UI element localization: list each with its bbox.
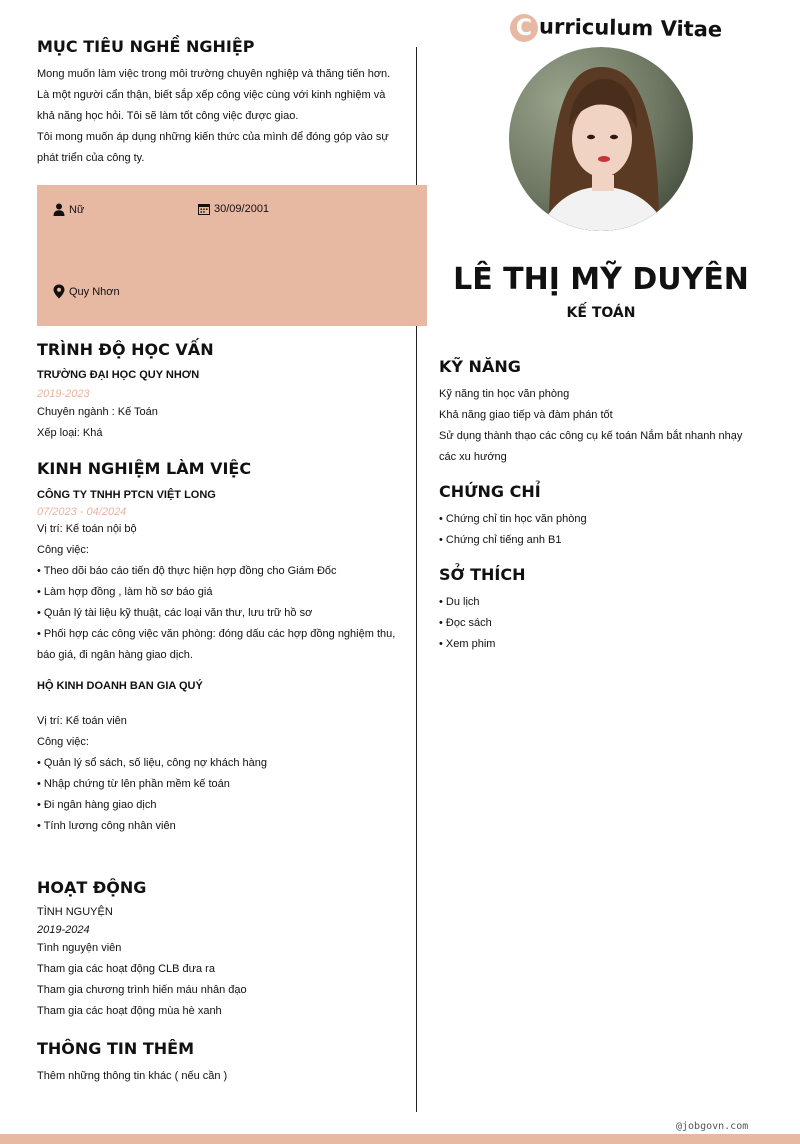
footer-bar <box>0 1134 800 1144</box>
education-section <box>37 340 407 444</box>
hobby-item: • Đọc sách <box>439 617 492 629</box>
skills-section <box>439 357 779 468</box>
objective-line: Là một người cẩn thận, biết sắp xếp công việc cùng với kinh nghiệm và <box>37 89 386 101</box>
objective-line: Mong muốn làm việc trong môi trường chuyên nghiệp và thăng tiến hơn. <box>37 68 391 80</box>
skill-line: các xu hướng <box>439 451 507 463</box>
job-tasks-label: Công việc: <box>37 544 89 556</box>
activities-org: TÌNH NGUYỆN <box>37 906 113 918</box>
column-divider-bottom <box>416 326 417 1112</box>
certificates-title: CHỨNG CHỈ <box>439 482 541 501</box>
certificates-section <box>439 482 779 551</box>
activity-line: Tham gia chương trình hiến máu nhân đạo <box>37 984 247 996</box>
education-major: Chuyên ngành : Kế Toán <box>37 406 158 418</box>
job-task: báo giá, đi ngân hàng giao dịch. <box>37 649 193 661</box>
objective-line: phát triển của công ty. <box>37 152 145 164</box>
activities-title: HOẠT ĐỘNG <box>37 878 147 897</box>
experience-title: KINH NGHIỆM LÀM VIỆC <box>37 459 252 478</box>
education-title: TRÌNH ĐỘ HỌC VẤN <box>37 340 214 359</box>
cv-heading <box>510 14 722 42</box>
job-task: • Đi ngân hàng giao dịch <box>37 799 157 811</box>
education-period: 2019-2023 <box>37 388 90 400</box>
location-value: Quy Nhơn <box>69 285 120 298</box>
personal-info-box <box>37 185 427 326</box>
skills-title: KỸ NĂNG <box>439 357 521 376</box>
activities-period: 2019-2024 <box>37 924 90 936</box>
gender-value: Nữ <box>69 203 85 216</box>
job-task: • Theo dõi báo cáo tiến độ thực hiện hợp đồng cho Giám Đốc <box>37 565 337 577</box>
cv-initial-badge: C <box>510 14 538 42</box>
skill-line: Kỹ năng tin học văn phòng <box>439 388 570 400</box>
activity-line: Tham gia các hoạt động mùa hè xanh <box>37 1005 222 1017</box>
job-task: • Phối hợp các công việc văn phòng: đóng dấu các hợp đồng nghiệm thu, <box>37 628 396 640</box>
job-task: • Quản lý tài liệu kỹ thuật, các loại văn thư, lưu trữ hồ sơ <box>37 607 313 619</box>
objective-title: MỤC TIÊU NGHỀ NGHIỆP <box>37 37 255 56</box>
skill-line: Sử dụng thành thạo các công cụ kế toán Nắm bắt nhanh nhạy <box>439 430 743 442</box>
job-task: • Quản lý sổ sách, số liệu, công nợ khách hàng <box>37 757 267 769</box>
job-period: 07/2023 - 04/2024 <box>37 506 127 518</box>
dob-value: 30/09/2001 <box>214 203 270 215</box>
job-company: HỘ KINH DOANH BAN GIA QUÝ <box>37 680 203 692</box>
map-pin-icon <box>53 284 65 299</box>
hobby-item: • Xem phim <box>439 638 496 650</box>
activity-line: Tham gia các hoạt động CLB đưa ra <box>37 963 215 975</box>
experience-section <box>37 459 412 837</box>
job-task: • Làm hợp đồng , làm hồ sơ báo giá <box>37 586 213 598</box>
objective-line: khả năng học hỏi. Tôi sẽ làm tốt công việc được giao. <box>37 110 299 122</box>
job-company: CÔNG TY TNHH PTCN VIỆT LONG <box>37 489 216 501</box>
profile-photo <box>509 47 693 231</box>
objective-line: Tôi mong muốn áp dụng những kiến thức của mình để đóng góp vào sự <box>37 131 389 143</box>
certificate-item: • Chứng chỉ tiếng anh B1 <box>439 534 562 546</box>
skill-line: Khả năng giao tiếp và đàm phán tốt <box>439 409 613 421</box>
job-tasks-label: Công việc: <box>37 736 89 748</box>
location-info <box>53 284 120 299</box>
profile-photo-image <box>509 47 693 231</box>
objective-text <box>37 64 407 169</box>
certificate-item: • Chứng chỉ tin học văn phòng <box>439 513 587 525</box>
gender-info <box>53 203 84 216</box>
activities-section <box>37 878 407 1022</box>
cv-heading-text: urriculum Vitae <box>538 14 723 42</box>
activity-line: Tình nguyện viên <box>37 942 122 954</box>
candidate-role: KẾ TOÁN <box>566 305 636 321</box>
more-info-section <box>37 1039 407 1087</box>
hobby-item: • Du lịch <box>439 596 480 608</box>
job-task: • Nhập chứng từ lên phần mềm kế toán <box>37 778 230 790</box>
calendar-icon <box>198 203 210 215</box>
job-task: • Tính lương công nhân viên <box>37 820 176 832</box>
column-divider-top <box>416 47 417 185</box>
hobbies-title: SỞ THÍCH <box>439 565 526 584</box>
job-position: Vị trí: Kế toán viên <box>37 715 127 727</box>
education-rank: Xếp loại: Khá <box>37 427 103 439</box>
hobbies-section <box>439 565 779 655</box>
job-position: Vị trí: Kế toán nội bộ <box>37 523 137 535</box>
education-school: TRƯỜNG ĐẠI HỌC QUY NHƠN <box>37 369 200 381</box>
objective-section <box>37 37 407 169</box>
more-info-text: Thêm những thông tin khác ( nếu cần ) <box>37 1070 228 1082</box>
more-info-title: THÔNG TIN THÊM <box>37 1039 194 1058</box>
person-icon <box>53 203 65 216</box>
dob-info <box>198 203 269 215</box>
candidate-name: LÊ THỊ MỸ DUYÊN <box>453 262 749 297</box>
job-period <box>37 697 412 710</box>
footer-watermark: @jobgovn.com <box>676 1121 749 1132</box>
